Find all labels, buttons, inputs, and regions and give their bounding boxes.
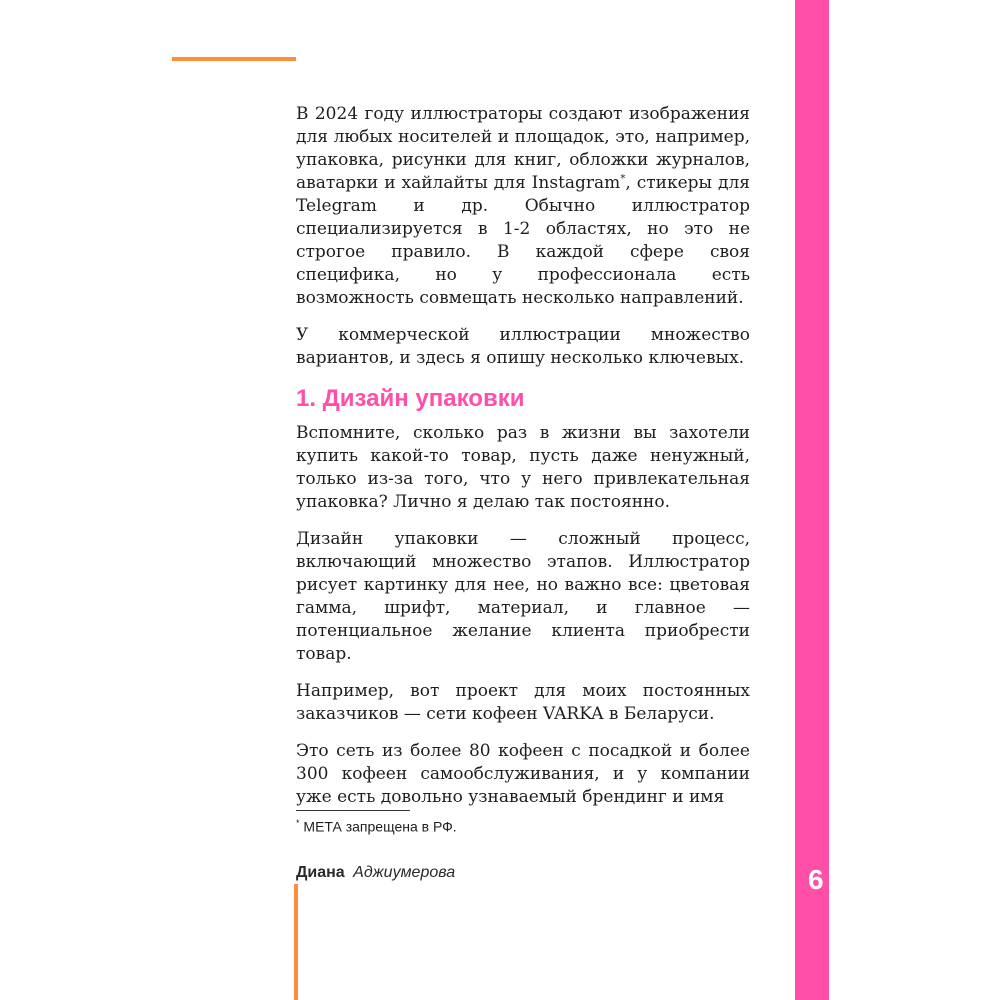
author-first-name: Диана [296,864,345,881]
footnote-reference-mark: * [620,173,626,185]
intro-paragraph-1-text-b: , стикеры для Telegram и др. Обычно иллюстратор специализируется в 1-2 областях, но это не строгое правило. В каждой сфере своя специфика, но у профессионала есть возможность совмещать несколько направлений. [296,173,751,308]
footnote [296,818,746,835]
footnote-mark: * [296,818,300,828]
footnote-divider [296,810,410,811]
body-text [296,103,750,809]
author-line [296,864,696,882]
section-paragraph-2: Дизайн упаковки — сложный процесс, включающий множество этапов. Иллюстратор рисует картинку для нее, но важно все: цветовая гамма, шрифт, материал, и главное — потенциальное желание клиента приобрести товар. [296,529,750,664]
intro-paragraph-1-text-a: В 2024 году иллюстраторы создают изображения для любых носителей и площадок, это, например, упаковка, рисунки для книг, обложки журналов, аватарки и хайлайты для Instagram [296,104,750,193]
side-color-band [795,0,829,1000]
section-paragraph-1: Вспомните, сколько раз в жизни вы захотели купить какой-то товар, пусть даже ненужный, только из-за того, что у него привлекательная упаковка? Лично я делаю так постоянно. [296,423,750,512]
intro-paragraph-2: У коммерческой иллюстрации множество вариантов, и здесь я опишу несколько ключевых. [296,325,750,368]
intro-paragraph-1 [296,103,750,310]
section-heading: 1. Дизайн упаковки [296,385,525,412]
bottom-accent-rule [294,884,298,1000]
author-last-name: Аджиумерова [353,864,456,881]
section-paragraph-3: Например, вот проект для моих постоянных заказчиков — сети кофеен VARKA в Беларуси. [296,681,750,724]
section-paragraph-4: Это сеть из более 80 кофеен с посадкой и более 300 кофеен самообслуживания, и у компании уже есть довольно узнаваемый брендинг и имя [296,741,750,807]
top-accent-rule [172,57,296,61]
footnote-text: МЕТА запрещена в РФ. [303,818,457,835]
page-number: 6 [808,864,824,895]
